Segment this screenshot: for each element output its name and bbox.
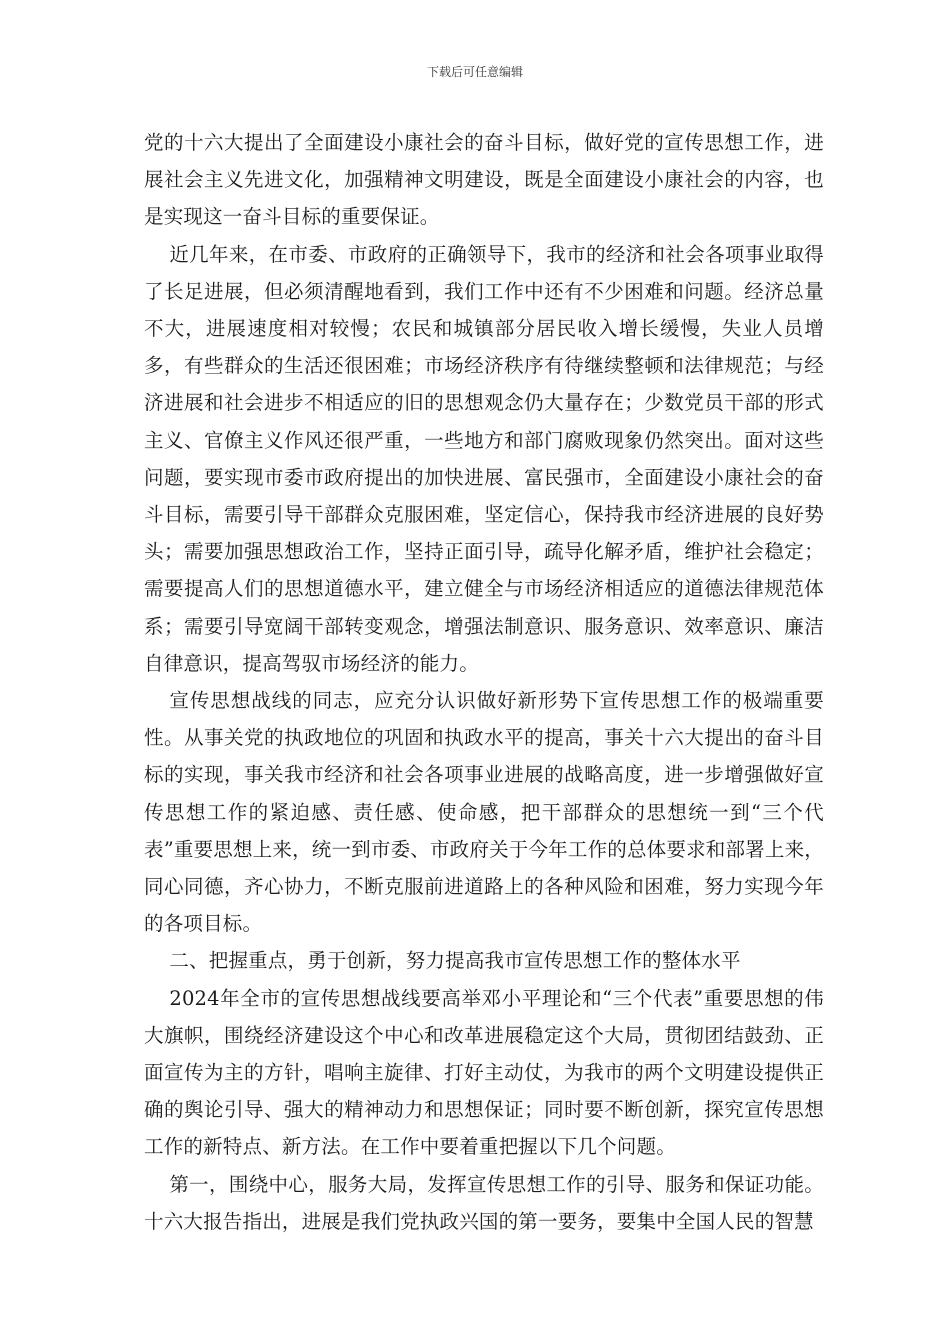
section-heading: 二、把握重点，勇于创新，努力提高我市宣传思想工作的整体水平 xyxy=(169,949,741,973)
document-body xyxy=(144,124,824,1240)
paragraph-intro: 党的十六大提出了全面建设小康社会的奋斗目标，做好党的宣传思想工作，进展社会主义先进文化，加强精神文明建设，既是全面建设小康社会的内容，也是实现这一奋斗目标的重要保证。 xyxy=(144,131,824,229)
paragraph-2024-plan: 2024年全市的宣传思想战线要高举邓小平理论和“三个代表”重要思想的伟大旗帜，围绕经济建设这个中心和改革进展稳定这个大局，贯彻团结鼓劲、正面宣传为主的方针，唱响主旋律、打好主动仗，为我市的两个文明建设提供正确的舆论引导、强大的精神动力和思想保证；同时要不断创新，探究宣传思想工作的新特点、新方法。在工作中要着重把握以下几个问题。 xyxy=(144,986,824,1159)
download-note: 下载后可任意编辑 xyxy=(426,65,523,79)
paragraph-importance: 宣传思想战线的同志，应充分认识做好新形势下宣传思想工作的极端重要性。从事关党的执政地位的巩固和执政水平的提高，事关十六大提出的奋斗目标的实现，事关我市经济和社会各项事业进展的战略高度，进一步增强做好宣传思想工作的紧迫感、责任感、使命感，把干部群众的思想统一到“三个代表”重要思想上来，统一到市委、市政府关于今年工作的总体要求和部署上来，同心同德，齐心协力，不断克服前进道路上的各种风险和困难，努力实现今年的各项目标。 xyxy=(144,689,824,936)
paragraph-situation: 近几年来，在市委、市政府的正确领导下，我市的经济和社会各项事业取得了长足进展，但必须清醒地看到，我们工作中还有不少困难和问题。经济总量不大，进展速度相对较慢；农民和城镇部分居民收入增长缓慢，失业人员增多，有些群众的生活还很困难；市场经济秩序有待继续整顿和法律规范；与经济进展和社会进步不相适应的旧的思想观念仍大量存在；少数党员干部的形式主义、官僚主义作风还很严重，一些地方和部门腐败现象仍然突出。面对这些问题，要实现市委市政府提出的加快进展、富民强市，全面建设小康社会的奋斗目标，需要引导干部群众克服困难，坚定信心，保持我市经济进展的良好势头；需要加强思想政治工作，坚持正面引导，疏导化解矛盾，维护社会稳定；需要提高人们的思想道德水平，建立健全与市场经济相适应的道德法律规范体系；需要引导宽阔干部转变观念，增强法制意识、服务意识、效率意识、廉洁自律意识，提高驾驭市场经济的能力。 xyxy=(144,242,824,675)
paragraph-first-point: 第一，围绕中心，服务大局，发挥宣传思想工作的引导、服务和保证功能。十六大报告指出，进展是我们党执政兴国的第一要务，要集中全国人民的智慧 xyxy=(144,1172,824,1233)
